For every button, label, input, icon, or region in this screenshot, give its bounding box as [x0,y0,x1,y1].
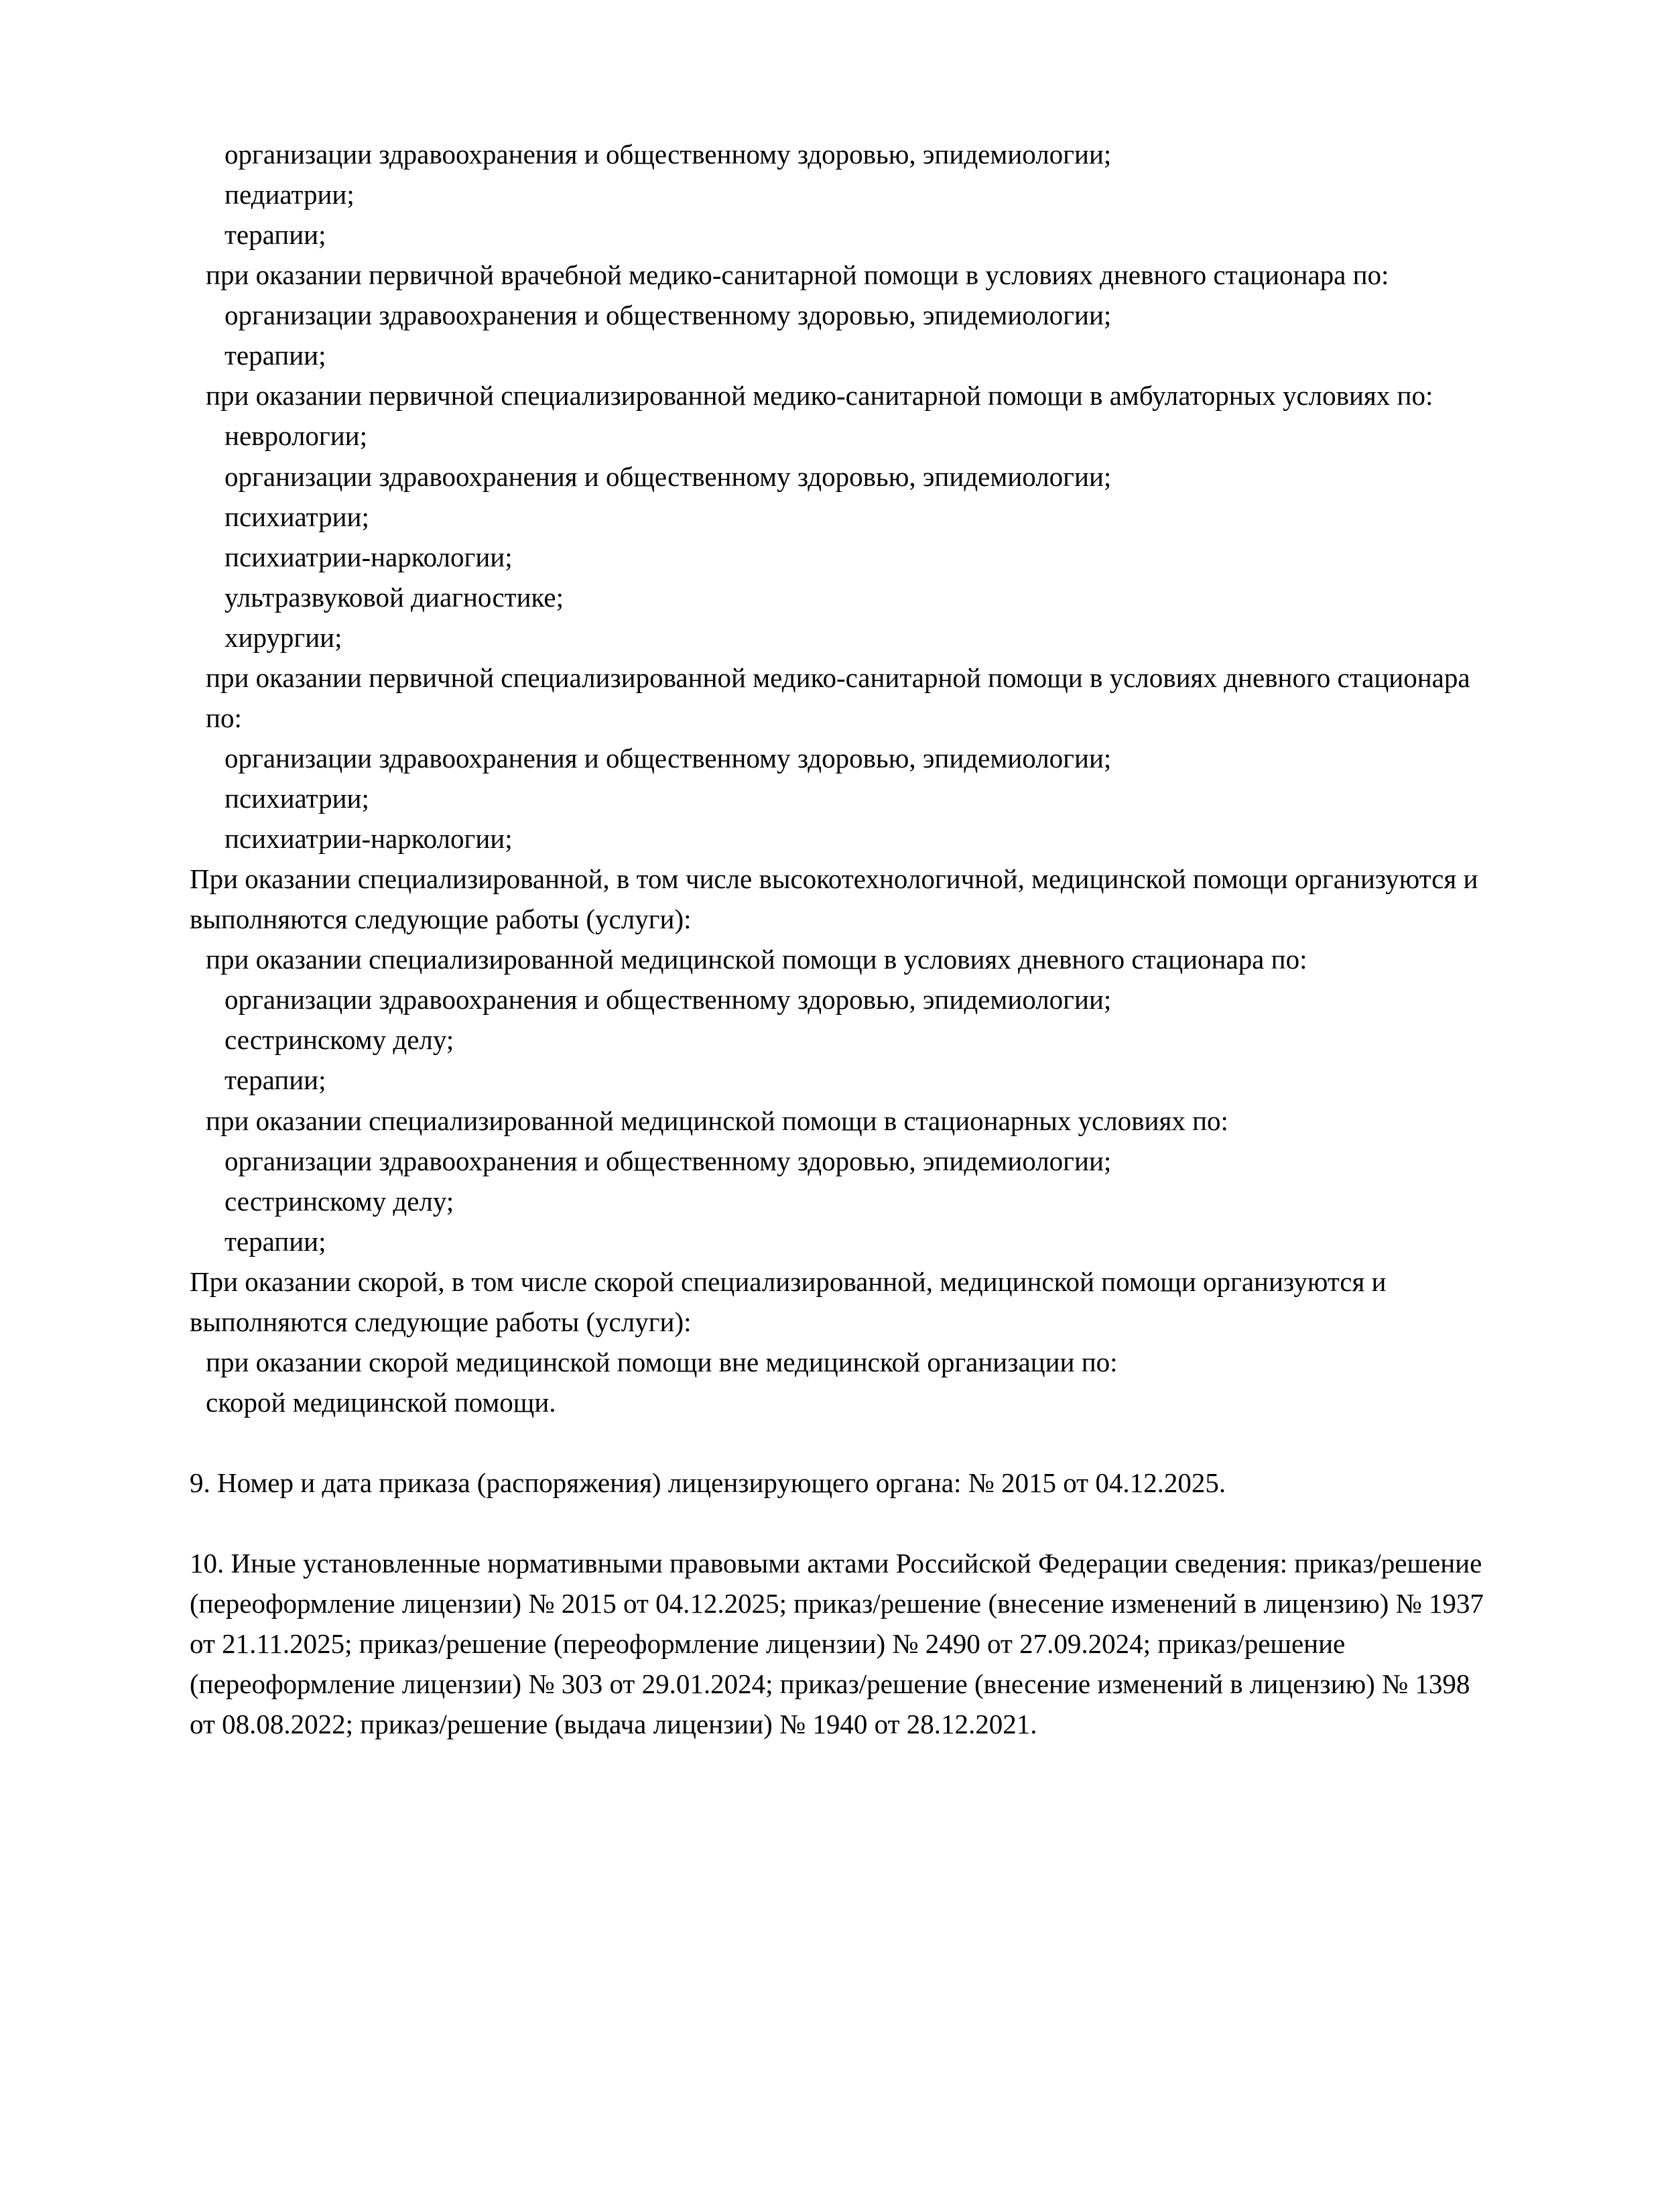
list-item: организации здравоохранения и общественному здоровью, эпидемиологии; [225,1145,1112,1176]
list-item: при оказании первичной специализированной медико-санитарной помощи в амбулаторных условиях по: [206,380,1433,412]
spacer [190,1503,1494,1543]
list-item: неврологии; [225,420,368,452]
list-item: организации здравоохранения и общественному здоровью, эпидемиологии; [225,742,1112,774]
list-item: психиатрии-наркологии; [225,541,513,572]
list-item: при оказании специализированной медицинской помощи в стационарных условиях по: [206,1105,1228,1136]
section-heading: При оказании специализированной, в том числе высокотехнологичной, медицинской помощи организуются и выполняются следующие работы (услуги): [190,863,1485,935]
list-item: психиатрии; [225,501,369,532]
list-item: сестринскому делу; [225,1024,454,1056]
list-item: терапии; [225,219,326,251]
list-item: при оказании скорой медицинской помощи вне медицинской организации по: [206,1346,1118,1377]
list-item: при оказании первичной врачебной медико-санитарной помощи в условиях дневного стационара по: [206,259,1389,291]
spacer [190,1422,1494,1463]
list-item: скорой медицинской помощи. [206,1386,556,1418]
list-item: при оказании специализированной медицинской помощи в условиях дневного стационара по: [206,944,1307,975]
section-heading: При оказании скорой, в том числе скорой специализированной, медицинской помощи организуются и выполняются следующие работы (услуги): [190,1266,1393,1337]
list-item: педиатрии; [225,179,355,210]
list-item: при оказании первичной специализированной медико-санитарной помощи в условиях дневного стационара по: [206,662,1477,733]
list-item: организации здравоохранения и общественному здоровью, эпидемиологии; [225,460,1112,492]
list-item: организации здравоохранения и общественному здоровью, эпидемиологии; [225,300,1112,331]
list-item: организации здравоохранения и общественному здоровью, эпидемиологии; [225,984,1112,1016]
list-item: ультразвуковой диагностике; [225,581,564,613]
list-item: сестринскому делу; [225,1185,454,1217]
list-item: организации здравоохранения и общественному здоровью, эпидемиологии; [225,139,1112,170]
list-item: психиатрии-наркологии; [225,823,513,855]
list-item: хирургии; [225,621,342,653]
list-item: терапии; [225,1225,326,1257]
services-list [190,134,1494,1422]
list-item: терапии; [225,340,326,371]
item-9-paragraph: 9. Номер и дата приказа (распоряжения) лицензирующего органа: № 2015 от 04.12.2025. [190,1467,1226,1498]
document-body [190,134,1494,1744]
list-item: терапии; [225,1064,326,1096]
list-item: психиатрии; [225,783,369,814]
item-10-paragraph: 10. Иные установленные нормативными правовыми актами Российской Федерации сведения: приказ/решение (переоформление лицензии) № 2015 от 04.12.2025; приказ/решение (внесение изменений в лицензию) № 1937 от 21.11.2025; приказ/решение (переоформление лицензии) № 2490 от 27.09.2024; приказ/решение (переоформление лицензии) № 303 от 29.01.2024; приказ/решение (внесение изменений в лицензию) № 1398 от 08.08.2022; приказ/решение (выдача лицензии) № 1940 от 28.12.2021. [190,1548,1484,1740]
